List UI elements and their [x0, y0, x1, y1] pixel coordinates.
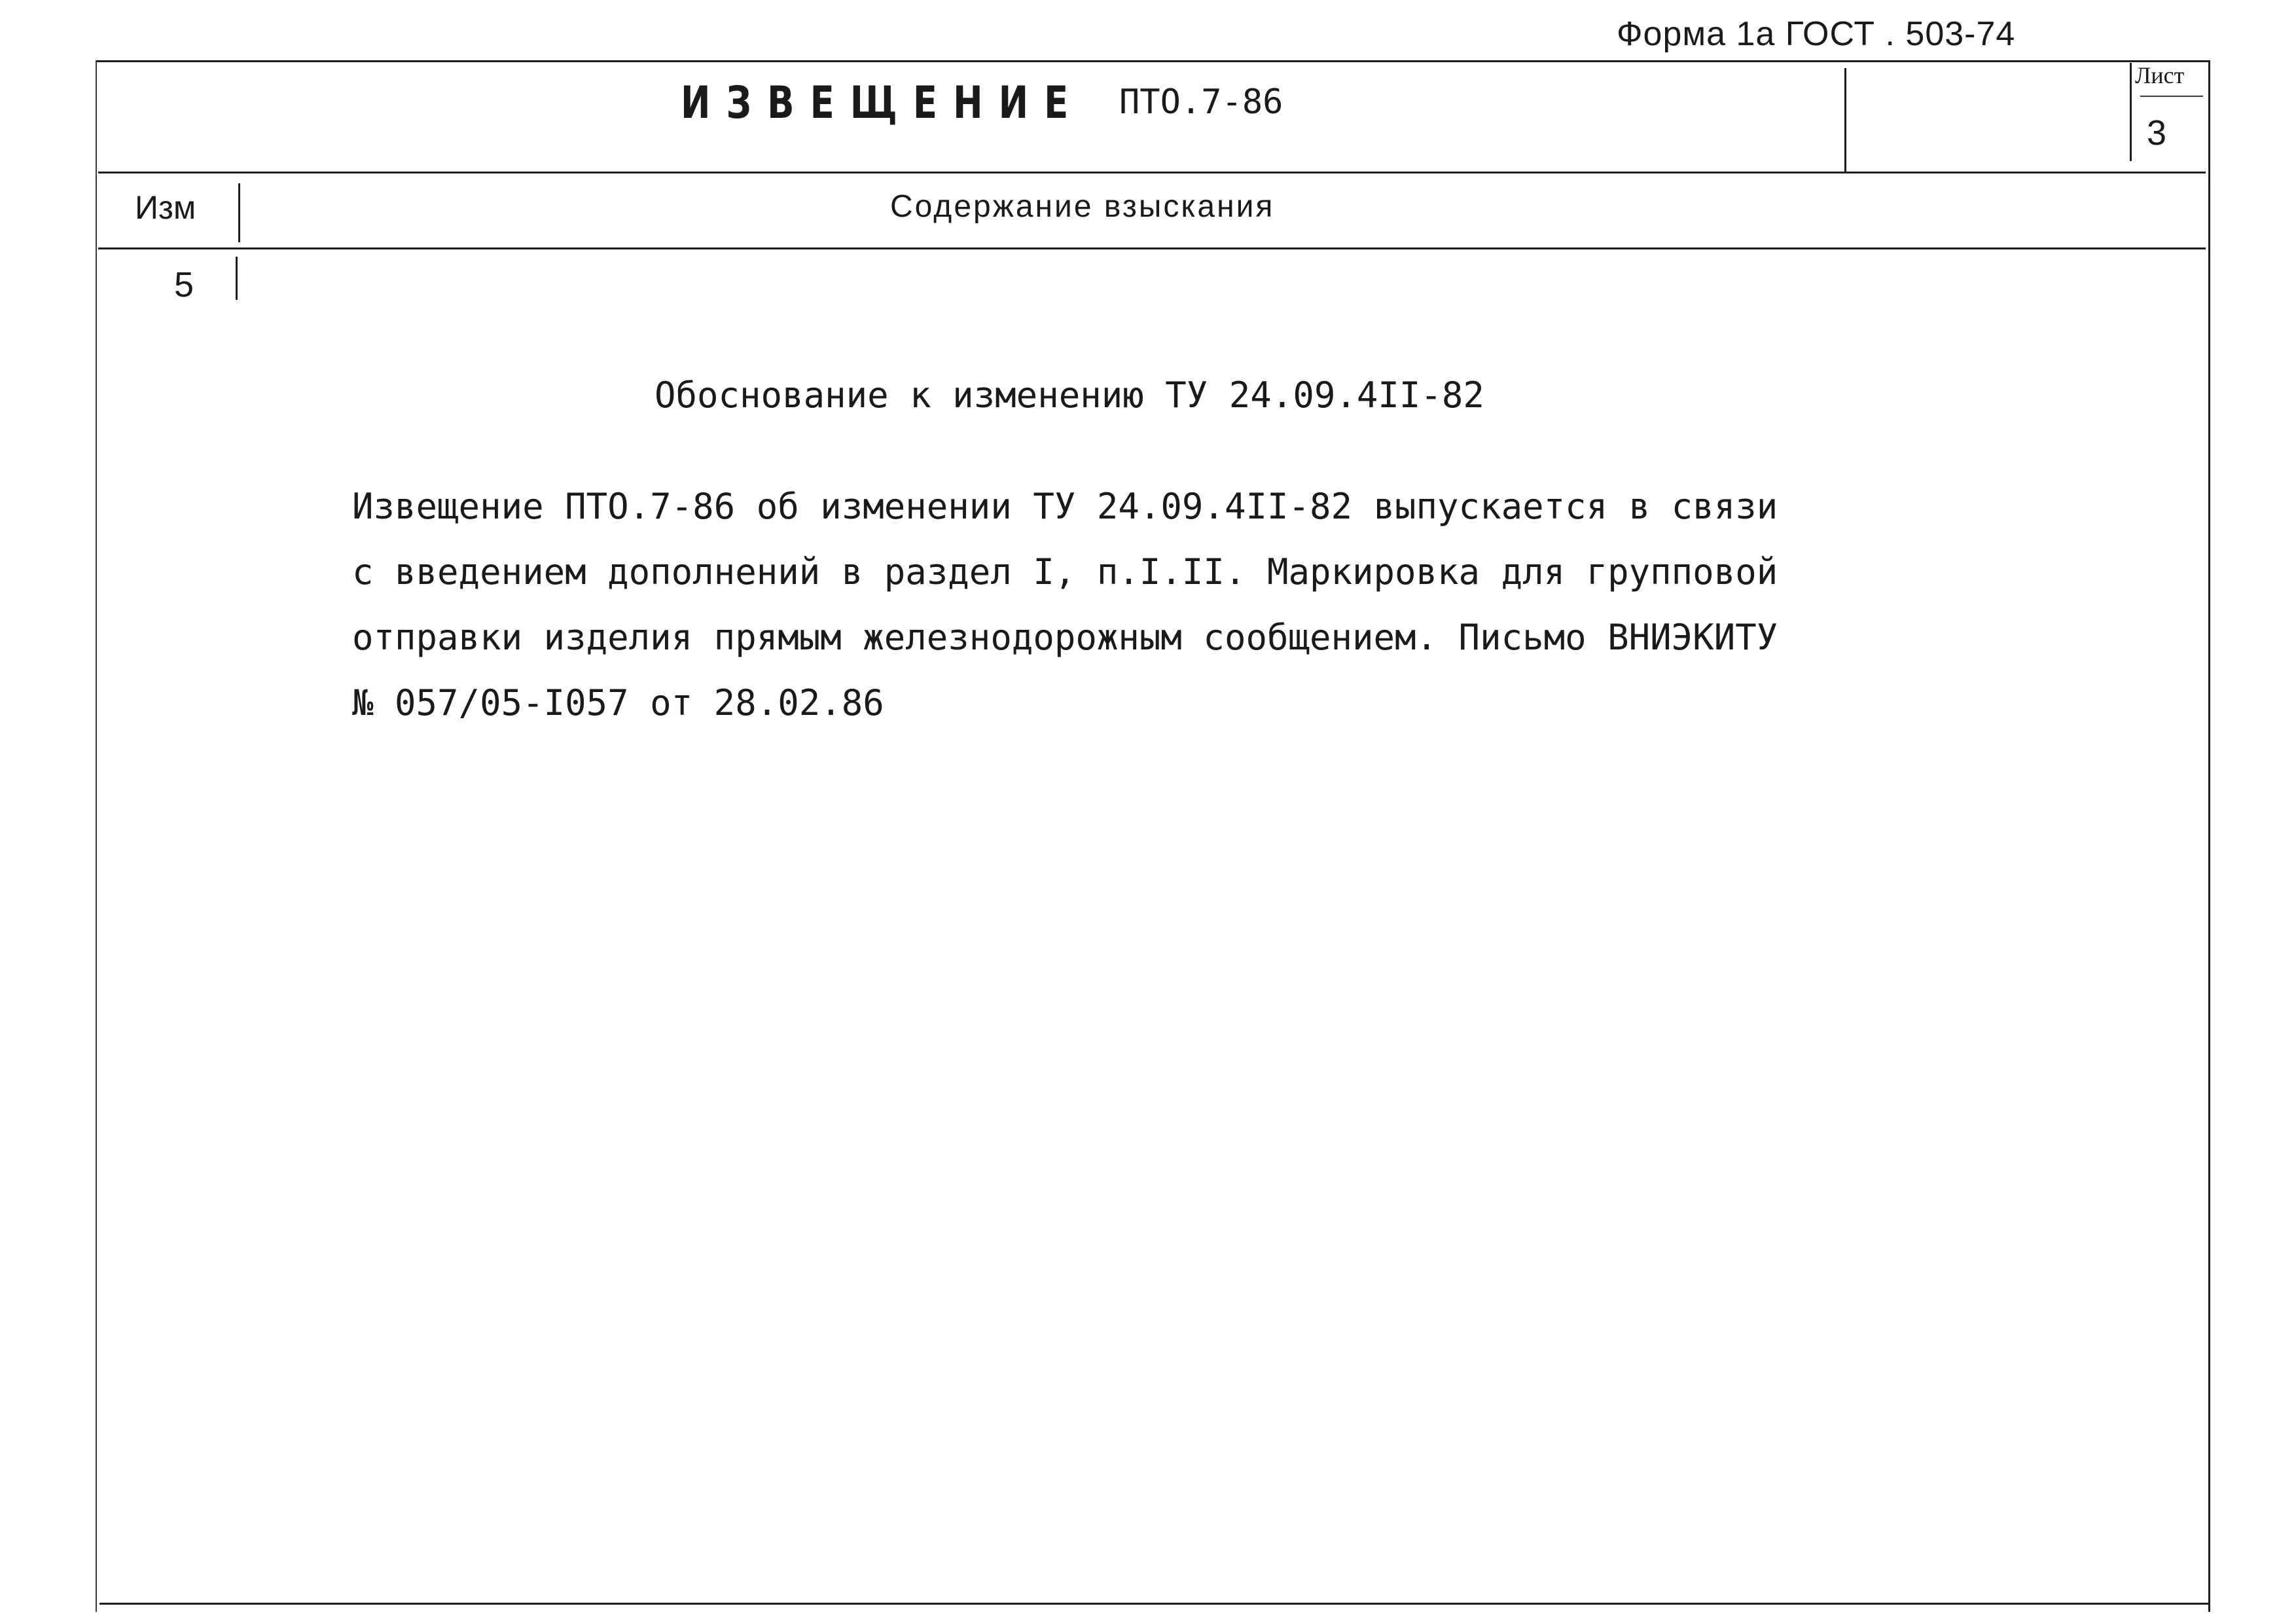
body-line-4: № 057/05-I057 от 28.02.86 — [352, 682, 884, 723]
sheet-box-divider — [1844, 68, 1846, 172]
left-border — [96, 60, 97, 1612]
content-column-header: Содержание взыскания — [890, 189, 1275, 224]
column-header-rule — [98, 247, 2206, 249]
change-number: 5 — [174, 265, 194, 304]
sheet-number: 3 — [2147, 113, 2167, 153]
body-text — [352, 474, 1778, 736]
sheet-box-inner-divider — [2130, 63, 2132, 161]
sheet-label: Лист — [2135, 62, 2185, 88]
top-border — [96, 60, 2210, 62]
section-heading: Обоснование к изменению ТУ 24.09.4II-82 — [655, 374, 1484, 416]
change-column-header: Изм — [135, 189, 196, 226]
body-line-1: Извещение ПТО.7-86 об изменении ТУ 24.09.4II-82 выпускается в связи — [352, 486, 1778, 527]
bottom-border — [99, 1603, 2210, 1605]
body-line-2: с введением дополнений в раздел I, п.I.II. Маркировка для групповой — [352, 551, 1778, 593]
column-divider — [238, 183, 240, 242]
sheet-label-underline — [2140, 96, 2203, 97]
header-bottom-rule — [98, 172, 2206, 173]
document-number: ПТО.7-86 — [1119, 82, 1283, 122]
change-number-divider — [236, 257, 238, 300]
document-title: ИЗВЕЩЕНИЕ — [681, 77, 1085, 129]
body-line-3: отправки изделия прямым железнодорожным сообщением. Письмо ВНИЭКИТУ — [352, 617, 1778, 658]
right-border — [2208, 60, 2210, 1612]
form-label: Форма 1а ГОСТ . 503-74 — [1617, 15, 2016, 53]
